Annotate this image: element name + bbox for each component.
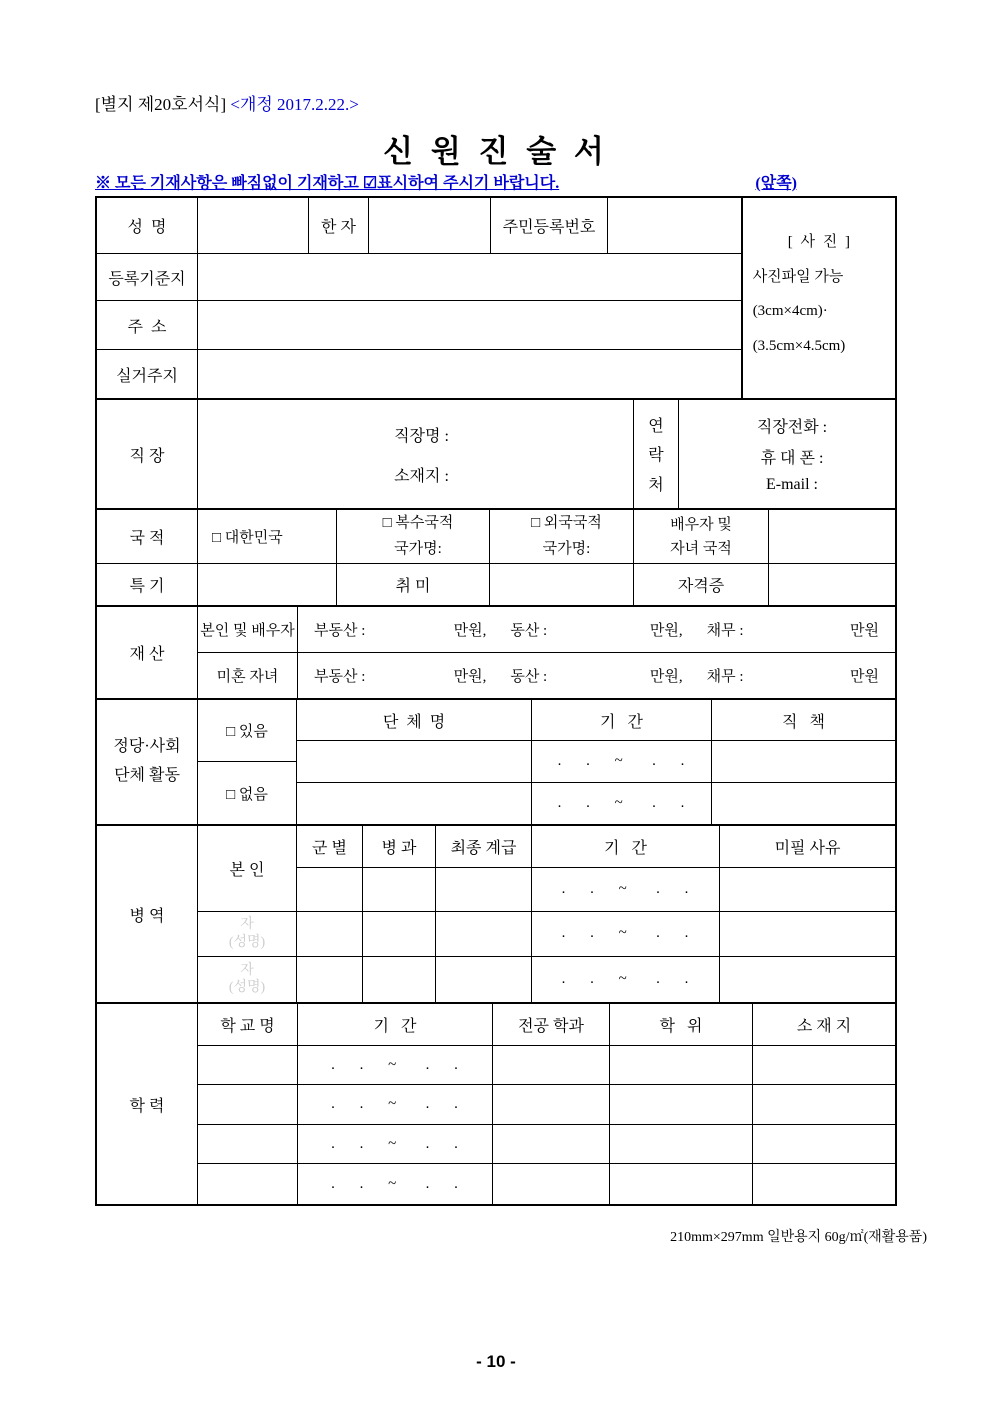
edu-major-input-cell[interactable] <box>493 1125 610 1163</box>
org-period-header: 기 간 <box>532 700 712 740</box>
mil-period-input-cell[interactable]: . . ~ . . <box>532 868 720 912</box>
assets-row2-values-cell[interactable] <box>298 653 895 698</box>
edu-degree-input-cell[interactable] <box>610 1164 753 1204</box>
personal-left-block <box>97 198 741 398</box>
family-nationality-label <box>634 510 769 563</box>
asset-pair <box>302 619 498 640</box>
edu-school-input-cell[interactable] <box>198 1125 298 1163</box>
registry-label: 등록기준지 <box>97 254 198 300</box>
table-row <box>97 350 741 398</box>
nationality-dual-checkbox[interactable] <box>337 510 490 563</box>
edu-location-input-cell[interactable] <box>753 1046 895 1084</box>
debt-label: 채무 : <box>706 669 744 685</box>
mil-specialty-input-cell[interactable] <box>363 912 436 956</box>
specialty-input-cell[interactable] <box>198 564 337 605</box>
unit-label: 만원, <box>453 669 487 685</box>
table-row <box>198 1046 895 1085</box>
asset-pair <box>498 619 694 640</box>
unit-label: 만원 <box>850 623 879 639</box>
rrn-input-cell[interactable] <box>608 198 741 253</box>
education-label: 학 력 <box>97 1004 198 1204</box>
contact-detail-cell[interactable] <box>679 400 895 508</box>
edu-major-header: 전공 학과 <box>493 1004 610 1045</box>
family-nationality-line: 자녀 국적 <box>670 540 732 557</box>
asset-pair <box>302 665 498 686</box>
mil-rank-header: 최종 계급 <box>436 826 532 867</box>
military-child-label <box>198 912 296 957</box>
edu-school-input-cell[interactable] <box>198 1164 298 1204</box>
military-label: 병 역 <box>97 826 198 1002</box>
table-row <box>198 653 895 698</box>
section-organization <box>97 700 895 826</box>
organization-grid <box>297 700 895 824</box>
mil-rank-input-cell[interactable] <box>436 912 532 956</box>
section-assets <box>97 607 895 700</box>
name-label: 성 명 <box>97 198 198 253</box>
military-grid <box>297 826 895 1002</box>
edu-degree-input-cell[interactable] <box>610 1085 753 1124</box>
table-row <box>198 1085 895 1125</box>
edu-major-input-cell[interactable] <box>493 1164 610 1204</box>
license-input-cell[interactable] <box>769 564 895 605</box>
org-position-input-cell[interactable] <box>712 783 895 824</box>
edu-location-input-cell[interactable] <box>753 1164 895 1204</box>
child-label-line: (성명) <box>228 934 266 950</box>
mil-reason-input-cell[interactable] <box>720 868 895 912</box>
family-nationality-line: 배우자 및 <box>670 516 732 533</box>
mil-reason-input-cell[interactable] <box>720 912 895 956</box>
organization-yes-checkbox[interactable]: □ 있음 <box>198 700 296 762</box>
license-label: 자격증 <box>634 564 769 605</box>
mil-specialty-header: 병 과 <box>363 826 436 867</box>
contact-char: 처 <box>648 476 664 494</box>
edu-degree-input-cell[interactable] <box>610 1046 753 1084</box>
org-period-input-cell[interactable]: . . ~ . . <box>532 783 712 824</box>
hanja-label: 한 자 <box>309 198 369 253</box>
work-label: 직 장 <box>97 400 198 508</box>
dual-nationality-label: □ 복수국적 <box>382 515 454 531</box>
organization-label-line: 단체 활동 <box>114 767 180 784</box>
edu-school-header: 학 교 명 <box>198 1004 298 1045</box>
address-input-cell[interactable] <box>198 301 741 350</box>
edu-period-input-cell[interactable]: . . ~ . . <box>298 1085 493 1124</box>
section-work <box>97 400 895 510</box>
table-row <box>297 741 895 782</box>
organization-label-line: 정당·사회 <box>113 738 181 756</box>
table-row <box>198 607 895 653</box>
table-header-row <box>198 1004 895 1046</box>
edu-location-input-cell[interactable] <box>753 1125 895 1163</box>
photo-note-line: 사진파일 가능 <box>752 268 844 285</box>
org-position-header: 직 책 <box>782 713 825 731</box>
form-table <box>95 196 897 1206</box>
child-label-line: (성명) <box>228 980 266 996</box>
unit-label: 만원, <box>453 623 487 639</box>
address-label: 주 소 <box>97 301 198 350</box>
photo-box <box>741 198 895 398</box>
email-label: E-mail : <box>766 476 818 493</box>
rrn-label: 주민등록번호 <box>491 198 608 253</box>
page-title: 신 원 진 술 서 <box>383 134 609 169</box>
edu-school-input-cell[interactable] <box>198 1046 298 1084</box>
edu-degree-input-cell[interactable] <box>610 1125 753 1163</box>
section-personal <box>97 198 895 400</box>
table-row <box>198 1125 895 1164</box>
instruction-note: ※ 모든 기재사항은 빠짐없이 기재하고 ☑표시하여 주시기 바랍니다. <box>95 175 560 192</box>
table-row <box>198 1164 895 1204</box>
organization-checkbox-column <box>198 700 297 824</box>
edu-degree-header: 학 위 <box>610 1004 753 1045</box>
photo-note-line: (3.5cm×4.5cm) <box>752 337 846 354</box>
section-education <box>97 1004 895 1204</box>
unit-label: 만원, <box>649 669 683 685</box>
unit-label: 만원 <box>850 669 879 685</box>
assets-rows <box>198 607 895 698</box>
mil-period-input-cell[interactable]: . . ~ . . <box>532 957 720 1002</box>
mil-specialty-input-cell[interactable] <box>363 868 436 912</box>
realty-label: 부동산 : <box>314 623 366 639</box>
nationality-foreign-checkbox[interactable] <box>490 510 634 563</box>
name-input-cell[interactable] <box>198 198 309 253</box>
assets-row2-who-label: 미혼 자녀 <box>198 653 298 698</box>
table-row <box>297 868 895 913</box>
mil-branch-header: 군 별 <box>297 826 363 867</box>
org-name-input-cell[interactable] <box>297 741 532 781</box>
asset-pair <box>498 665 694 686</box>
organization-no-checkbox[interactable]: □ 없음 <box>226 786 268 803</box>
work-info-cell[interactable] <box>198 400 634 508</box>
table-row <box>97 198 741 254</box>
table-row <box>297 957 895 1002</box>
movables-label: 동산 : <box>510 669 548 685</box>
contact-vertical-label <box>634 400 679 508</box>
military-child-label <box>198 957 296 1002</box>
asset-pair <box>695 619 891 640</box>
military-subject-column <box>198 826 297 1002</box>
mil-reason-header: 미필 사유 <box>774 839 841 857</box>
residence-label: 실거주지 <box>97 350 198 398</box>
contact-char: 락 <box>648 447 664 465</box>
military-self-label: 본 인 <box>198 826 296 912</box>
mil-period-input-cell[interactable]: . . ~ . . <box>532 912 720 956</box>
org-period-input-cell[interactable]: . . ~ . . <box>532 741 712 781</box>
table-header-row <box>297 700 895 741</box>
child-label-line: 자 <box>240 917 254 933</box>
edu-major-input-cell[interactable] <box>493 1085 610 1124</box>
movables-label: 동산 : <box>510 623 548 639</box>
table-row <box>97 254 741 301</box>
edu-period-input-cell[interactable]: . . ~ . . <box>298 1125 493 1163</box>
section-nationality <box>97 510 895 564</box>
form-reference: [별지 제20호서식] <box>95 95 231 114</box>
mil-rank-input-cell[interactable] <box>436 957 532 1002</box>
organization-label <box>97 700 198 824</box>
photo-note-line: (3cm×4cm)· <box>752 303 828 319</box>
asset-pair <box>695 665 891 686</box>
revision-date: <개정 2017.2.22.> <box>230 95 359 114</box>
contact-char: 연 <box>648 418 664 436</box>
foreign-nationality-label: □ 외국국적 <box>531 515 602 531</box>
edu-period-input-cell[interactable]: . . ~ . . <box>298 1046 493 1084</box>
nationality-label: 국 적 <box>97 510 198 563</box>
child-label-line: 자 <box>240 962 254 978</box>
assets-row1-values-cell[interactable] <box>298 607 895 652</box>
mil-rank-input-cell[interactable] <box>436 868 532 912</box>
assets-label: 재 산 <box>97 607 198 698</box>
work-company-label: 직장명 : <box>394 427 449 445</box>
table-row <box>297 912 895 957</box>
mil-reason-input-cell[interactable] <box>720 957 895 1002</box>
mil-period-header: 기 간 <box>532 826 720 867</box>
edu-school-input-cell[interactable] <box>198 1085 298 1124</box>
edu-location-input-cell[interactable] <box>753 1085 895 1124</box>
form-header-line <box>95 90 359 115</box>
table-row <box>97 301 741 351</box>
specialty-label: 특 기 <box>97 564 198 605</box>
edu-major-input-cell[interactable] <box>493 1046 610 1084</box>
front-side-indicator: (앞쪽) <box>755 175 797 192</box>
mil-branch-input-cell[interactable] <box>297 957 363 1002</box>
photo-title: [ 사 진 ] <box>787 234 852 250</box>
edu-period-input-cell[interactable]: . . ~ . . <box>298 1164 493 1204</box>
org-name-header: 단 체 명 <box>297 700 532 740</box>
work-location-label: 소재지 : <box>394 467 449 485</box>
debt-label: 채무 : <box>706 623 744 639</box>
assets-row1-who-label: 본인 및 배우자 <box>198 607 298 652</box>
dual-country-label: 국가명: <box>394 540 442 557</box>
instruction-note-row <box>95 170 897 193</box>
residence-input-cell[interactable] <box>198 350 741 398</box>
foreign-country-label: 국가명: <box>542 540 591 557</box>
work-phone-label: 직장전화 : <box>756 419 828 436</box>
realty-label: 부동산 : <box>314 669 366 685</box>
paper-spec-note: 210mm×297mm 일반용지 60g/㎡(재활용품) <box>670 1230 927 1245</box>
edu-location-header: 소 재 지 <box>796 1018 852 1035</box>
edu-period-header: 기 간 <box>298 1004 493 1045</box>
table-header-row <box>297 826 895 868</box>
mil-branch-input-cell[interactable] <box>297 912 363 956</box>
nationality-korea-checkbox[interactable]: □ 대한민국 <box>198 510 337 563</box>
table-row <box>297 783 895 824</box>
family-nationality-input-cell[interactable] <box>769 510 895 563</box>
section-military <box>97 826 895 1004</box>
education-grid <box>198 1004 895 1204</box>
hanja-input-cell[interactable] <box>369 198 491 253</box>
mobile-phone-label: 휴 대 폰 : <box>760 450 824 467</box>
page-number: - 10 - <box>476 1352 516 1371</box>
mil-branch-input-cell[interactable] <box>297 868 363 912</box>
hobby-input-cell[interactable] <box>490 564 634 605</box>
unit-label: 만원, <box>649 623 683 639</box>
mil-specialty-input-cell[interactable] <box>363 957 436 1002</box>
section-specialty <box>97 564 895 607</box>
hobby-label: 취 미 <box>337 564 490 605</box>
registry-input-cell[interactable] <box>198 254 741 300</box>
org-name-input-cell[interactable] <box>297 783 532 824</box>
org-position-input-cell[interactable] <box>712 741 895 781</box>
